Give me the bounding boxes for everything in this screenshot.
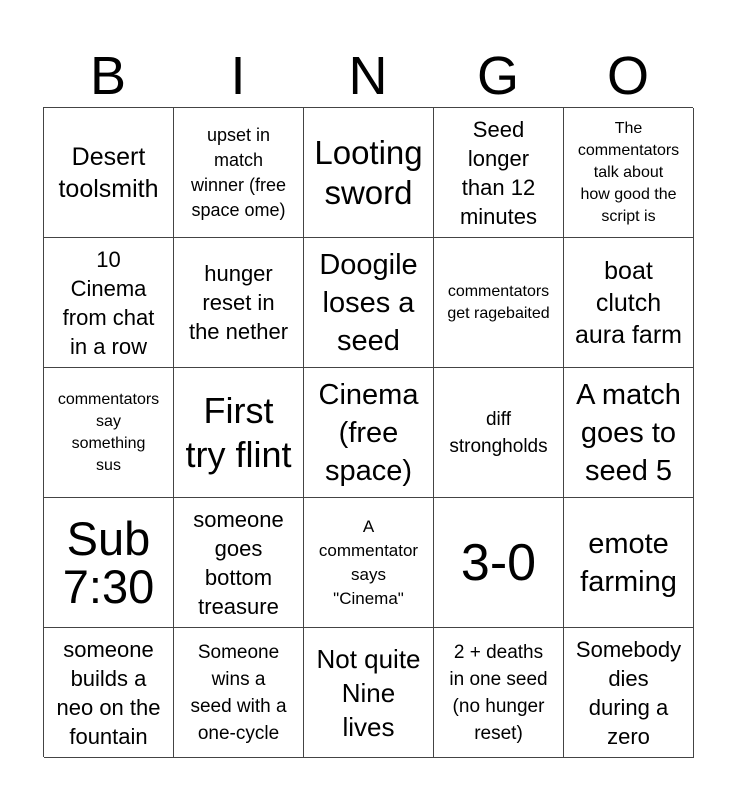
bingo-cell[interactable] bbox=[304, 108, 434, 238]
cell-text: The commentators talk about how good the script is bbox=[577, 119, 680, 225]
cell-text: hunger reset in the nether bbox=[188, 261, 289, 344]
bingo-cell[interactable] bbox=[174, 108, 304, 238]
cell-text: 2 + deaths in one seed (no hunger reset) bbox=[449, 641, 548, 744]
cell-text: diff strongholds bbox=[449, 408, 548, 457]
cell-text: Sub 7:30 bbox=[62, 511, 155, 613]
bingo-cell[interactable] bbox=[174, 498, 304, 628]
cell-text: Someone wins a seed with a one-cycle bbox=[190, 641, 287, 744]
bingo-cell[interactable] bbox=[434, 108, 564, 238]
header-letter-g: G bbox=[476, 46, 519, 106]
cell-text: Doogile loses a seed bbox=[319, 248, 418, 357]
bingo-cell[interactable] bbox=[564, 108, 694, 238]
cell-text: A match goes to seed 5 bbox=[576, 378, 681, 487]
cell-text: First try flint bbox=[185, 389, 292, 475]
cell-text: boat clutch aura farm bbox=[575, 256, 682, 349]
cell-text: someone builds a neo on the fountain bbox=[56, 636, 161, 749]
bingo-cell[interactable] bbox=[174, 238, 304, 368]
header-letter-o: O bbox=[606, 46, 649, 106]
cell-text: commentators get ragebaited bbox=[447, 282, 550, 322]
header-letter-i: I bbox=[230, 46, 246, 106]
bingo-cell[interactable] bbox=[44, 108, 174, 238]
cell-text: Looting sword bbox=[314, 133, 423, 211]
bingo-cell[interactable] bbox=[44, 498, 174, 628]
bingo-cell[interactable] bbox=[304, 368, 434, 498]
cell-text: 10 Cinema from chat in a row bbox=[62, 246, 155, 359]
bingo-cell[interactable] bbox=[304, 238, 434, 368]
cell-text: Not quite Nine lives bbox=[316, 643, 421, 742]
bingo-cell[interactable] bbox=[44, 238, 174, 368]
bingo-cell[interactable] bbox=[434, 628, 564, 758]
cell-text: Cinema (free space) bbox=[318, 378, 419, 487]
header-letter-n: N bbox=[348, 46, 388, 106]
bingo-cell[interactable] bbox=[174, 628, 304, 758]
bingo-cell[interactable] bbox=[304, 498, 434, 628]
cell-text: upset in match winner (free space ome) bbox=[190, 124, 287, 220]
cell-text: 3-0 bbox=[460, 533, 537, 592]
header-letter-b: B bbox=[89, 46, 127, 106]
bingo-cell[interactable] bbox=[564, 368, 694, 498]
cell-text: emote farming bbox=[580, 527, 677, 598]
cell-text: A commentator says "Cinema" bbox=[318, 516, 419, 608]
bingo-cell[interactable] bbox=[564, 238, 694, 368]
bingo-header bbox=[43, 45, 693, 107]
cell-text: commentators say something sus bbox=[57, 390, 160, 474]
bingo-board bbox=[43, 107, 693, 757]
bingo-cell[interactable] bbox=[174, 368, 304, 498]
bingo-cell[interactable] bbox=[304, 628, 434, 758]
bingo-cell[interactable] bbox=[434, 498, 564, 628]
bingo-cell[interactable] bbox=[44, 628, 174, 758]
cell-text: Seed longer than 12 minutes bbox=[459, 116, 538, 229]
bingo-cell[interactable] bbox=[564, 498, 694, 628]
bingo-cell[interactable] bbox=[434, 368, 564, 498]
cell-text: Desert toolsmith bbox=[58, 142, 159, 203]
cell-text: Somebody dies during a zero bbox=[575, 636, 682, 749]
cell-text: someone goes bottom treasure bbox=[193, 506, 284, 619]
bingo-cell[interactable] bbox=[564, 628, 694, 758]
bingo-cell[interactable] bbox=[44, 368, 174, 498]
bingo-cell[interactable] bbox=[434, 238, 564, 368]
